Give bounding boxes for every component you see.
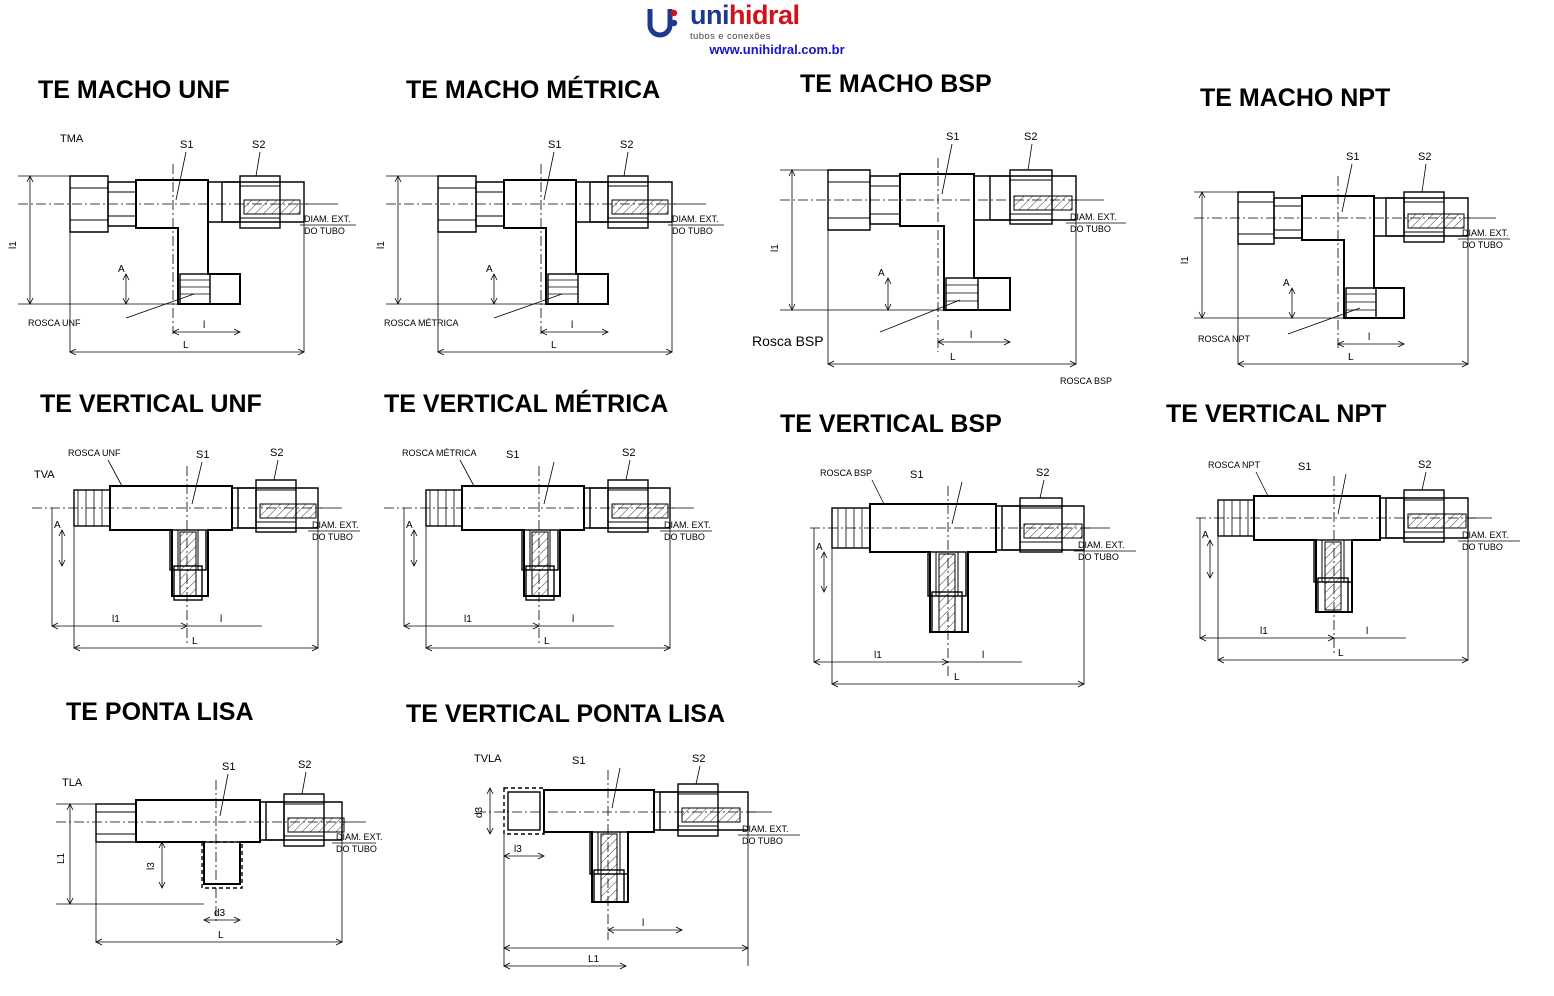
label-s1: S1: [196, 449, 210, 461]
dim-l1: l1: [874, 650, 882, 661]
figure-drawing: [12, 416, 362, 681]
note-do-tubo: DO TUBO: [1462, 240, 1503, 250]
label-s1: S1: [506, 449, 520, 461]
label-s2: S2: [1418, 151, 1432, 163]
label-code: TLA: [62, 777, 83, 789]
figure-drawing: [1186, 426, 1526, 691]
figure-te-vertical-unf: [34, 390, 359, 647]
label-s2: S2: [1024, 131, 1038, 143]
label-s1: S1: [222, 761, 236, 773]
dim-l: l: [982, 650, 985, 661]
figure-te-macho-metrica: [376, 76, 719, 351]
logo-mark-icon: [644, 5, 684, 39]
label-rosca: Rosca BSP: [752, 333, 824, 349]
dim-L: L: [218, 930, 224, 941]
dim-L: L: [1338, 648, 1344, 659]
label-s2: S2: [620, 139, 634, 151]
figure-drawing: [752, 102, 1130, 387]
dim-L: L: [551, 340, 557, 351]
note-diam-ext: DIAM. EXT.: [664, 520, 711, 530]
page-header: [0, 0, 1554, 62]
label-rosca: ROSCA UNF: [68, 448, 121, 458]
label-s2: S2: [692, 753, 706, 765]
dim-l: l: [571, 320, 574, 331]
dim-l: l: [970, 330, 973, 341]
label-s2: S2: [1418, 459, 1432, 471]
figure-drawing: [8, 104, 358, 379]
note-diam-ext: DIAM. EXT.: [1078, 540, 1125, 550]
figure-title: TE MACHO MÉTRICA: [406, 76, 661, 104]
figure-drawing: [36, 724, 383, 979]
dim-A: A: [816, 542, 823, 553]
dim-l: l: [572, 614, 575, 625]
note-do-tubo: DO TUBO: [1070, 224, 1111, 234]
dim-l1: l1: [376, 241, 387, 249]
dim-l: l: [203, 320, 206, 331]
label-rosca: ROSCA MÉTRICA: [384, 318, 459, 328]
label-s1: S1: [180, 139, 194, 151]
figure-te-vertical-metrica: [384, 390, 711, 647]
note-diam-ext: DIAM. EXT.: [1462, 530, 1509, 540]
dim-l1: l1: [464, 614, 472, 625]
dim-L: L: [954, 672, 960, 683]
note-do-tubo: DO TUBO: [1078, 552, 1119, 562]
note-do-tubo: DO TUBO: [664, 532, 705, 542]
note-do-tubo: DO TUBO: [672, 226, 713, 236]
figure-te-vertical-ponta-lisa: [406, 700, 789, 965]
figure-drawing: [466, 726, 806, 981]
figure-title: TE PONTA LISA: [66, 698, 254, 726]
figure-te-ponta-lisa: [56, 698, 383, 941]
dim-A: A: [878, 268, 885, 279]
label-s1: S1: [946, 131, 960, 143]
figure-te-vertical-npt: [1166, 400, 1509, 659]
label-s2: S2: [298, 759, 312, 771]
label-s1: S1: [1298, 461, 1312, 473]
dim-L1: L1: [56, 852, 67, 864]
note-do-tubo: DO TUBO: [1462, 542, 1503, 552]
dim-L: L: [950, 352, 956, 363]
figure-te-macho-npt: [1180, 84, 1509, 363]
note-diam-ext: DIAM. EXT.: [1070, 212, 1117, 222]
dim-l1: l1: [112, 614, 120, 625]
note-diam-ext: DIAM. EXT.: [1462, 228, 1509, 238]
dim-l3: l3: [146, 862, 157, 870]
figure-title: TE MACHO UNF: [38, 76, 230, 104]
dim-L: L: [1348, 352, 1354, 363]
label-s2: S2: [622, 447, 636, 459]
logo-wordmark: [690, 2, 800, 29]
dim-L: L: [192, 636, 198, 647]
dim-l: l: [642, 918, 645, 929]
dim-A: A: [1283, 278, 1290, 289]
figure-te-macho-bsp: [752, 70, 1117, 386]
note-do-tubo: DO TUBO: [312, 532, 353, 542]
dim-l1: l1: [770, 244, 781, 252]
figure-drawing: [376, 104, 726, 379]
note-diam-ext: DIAM. EXT.: [312, 520, 359, 530]
label-s2: S2: [270, 447, 284, 459]
dim-l1: l1: [1260, 626, 1268, 637]
note-diam-ext: DIAM. EXT.: [336, 832, 383, 842]
label-s1: S1: [572, 755, 586, 767]
dim-A: A: [118, 264, 125, 275]
unihidral-logo: [644, 2, 914, 42]
figure-title: TE VERTICAL NPT: [1166, 400, 1387, 428]
figure-title: TE VERTICAL MÉTRICA: [384, 390, 669, 418]
dim-A: A: [486, 264, 493, 275]
note-do-tubo: DO TUBO: [304, 226, 345, 236]
logo-text-uni: uni: [690, 0, 729, 30]
label-rosca: ROSCA UNF: [28, 318, 81, 328]
dim-A: A: [54, 520, 61, 531]
logo-tagline: tubos e conexões: [690, 31, 771, 42]
label-s1: S1: [548, 139, 562, 151]
dim-l: l: [1368, 332, 1371, 343]
label-rosca: ROSCA BSP: [820, 468, 873, 478]
figure-title: TE VERTICAL UNF: [40, 390, 262, 418]
dim-L: L: [183, 340, 189, 351]
figure-drawing: [1170, 112, 1510, 387]
label-code: TVLA: [474, 753, 502, 765]
dim-l: l: [1366, 626, 1369, 637]
label-code: TMA: [60, 133, 84, 145]
note-diam-ext: DIAM. EXT.: [672, 214, 719, 224]
label-code: TVA: [34, 469, 55, 481]
note-diam-ext: DIAM. EXT.: [304, 214, 351, 224]
figure-title: TE VERTICAL BSP: [780, 410, 1002, 438]
label-s1: S1: [1346, 151, 1360, 163]
figure-drawing: [364, 416, 714, 681]
label-rosca: ROSCA MÉTRICA: [402, 448, 477, 458]
dim-l1: l1: [8, 241, 19, 249]
dim-A: A: [406, 520, 413, 531]
dim-l1: l1: [1180, 256, 1191, 264]
site-url[interactable]: www.unihidral.com.br: [709, 42, 845, 57]
figure-title: TE VERTICAL PONTA LISA: [406, 700, 725, 728]
figure-title: TE MACHO BSP: [800, 70, 992, 98]
note-do-tubo: DO TUBO: [742, 836, 783, 846]
note-diam-ext: DIAM. EXT.: [742, 824, 789, 834]
dim-l3: l3: [514, 844, 522, 855]
dim-d3: d3: [474, 806, 485, 818]
dim-L1: L1: [588, 954, 600, 965]
figure-title: TE MACHO NPT: [1200, 84, 1391, 112]
figure-te-macho-unf: [8, 76, 351, 351]
note-do-tubo: DO TUBO: [336, 844, 377, 854]
label-rosca-2: ROSCA BSP: [1060, 376, 1113, 386]
label-s2: S2: [252, 139, 266, 151]
figure-drawing: [800, 436, 1140, 711]
dim-d3: d3: [214, 908, 226, 919]
figure-te-vertical-bsp: [780, 410, 1125, 683]
label-rosca: ROSCA NPT: [1208, 460, 1261, 470]
label-s1: S1: [910, 469, 924, 481]
dim-l: l: [220, 614, 223, 625]
label-s2: S2: [1036, 467, 1050, 479]
dim-L: L: [544, 636, 550, 647]
label-rosca: ROSCA NPT: [1198, 334, 1251, 344]
dim-A: A: [1202, 530, 1209, 541]
logo-text-hidral: hidral: [729, 0, 800, 30]
